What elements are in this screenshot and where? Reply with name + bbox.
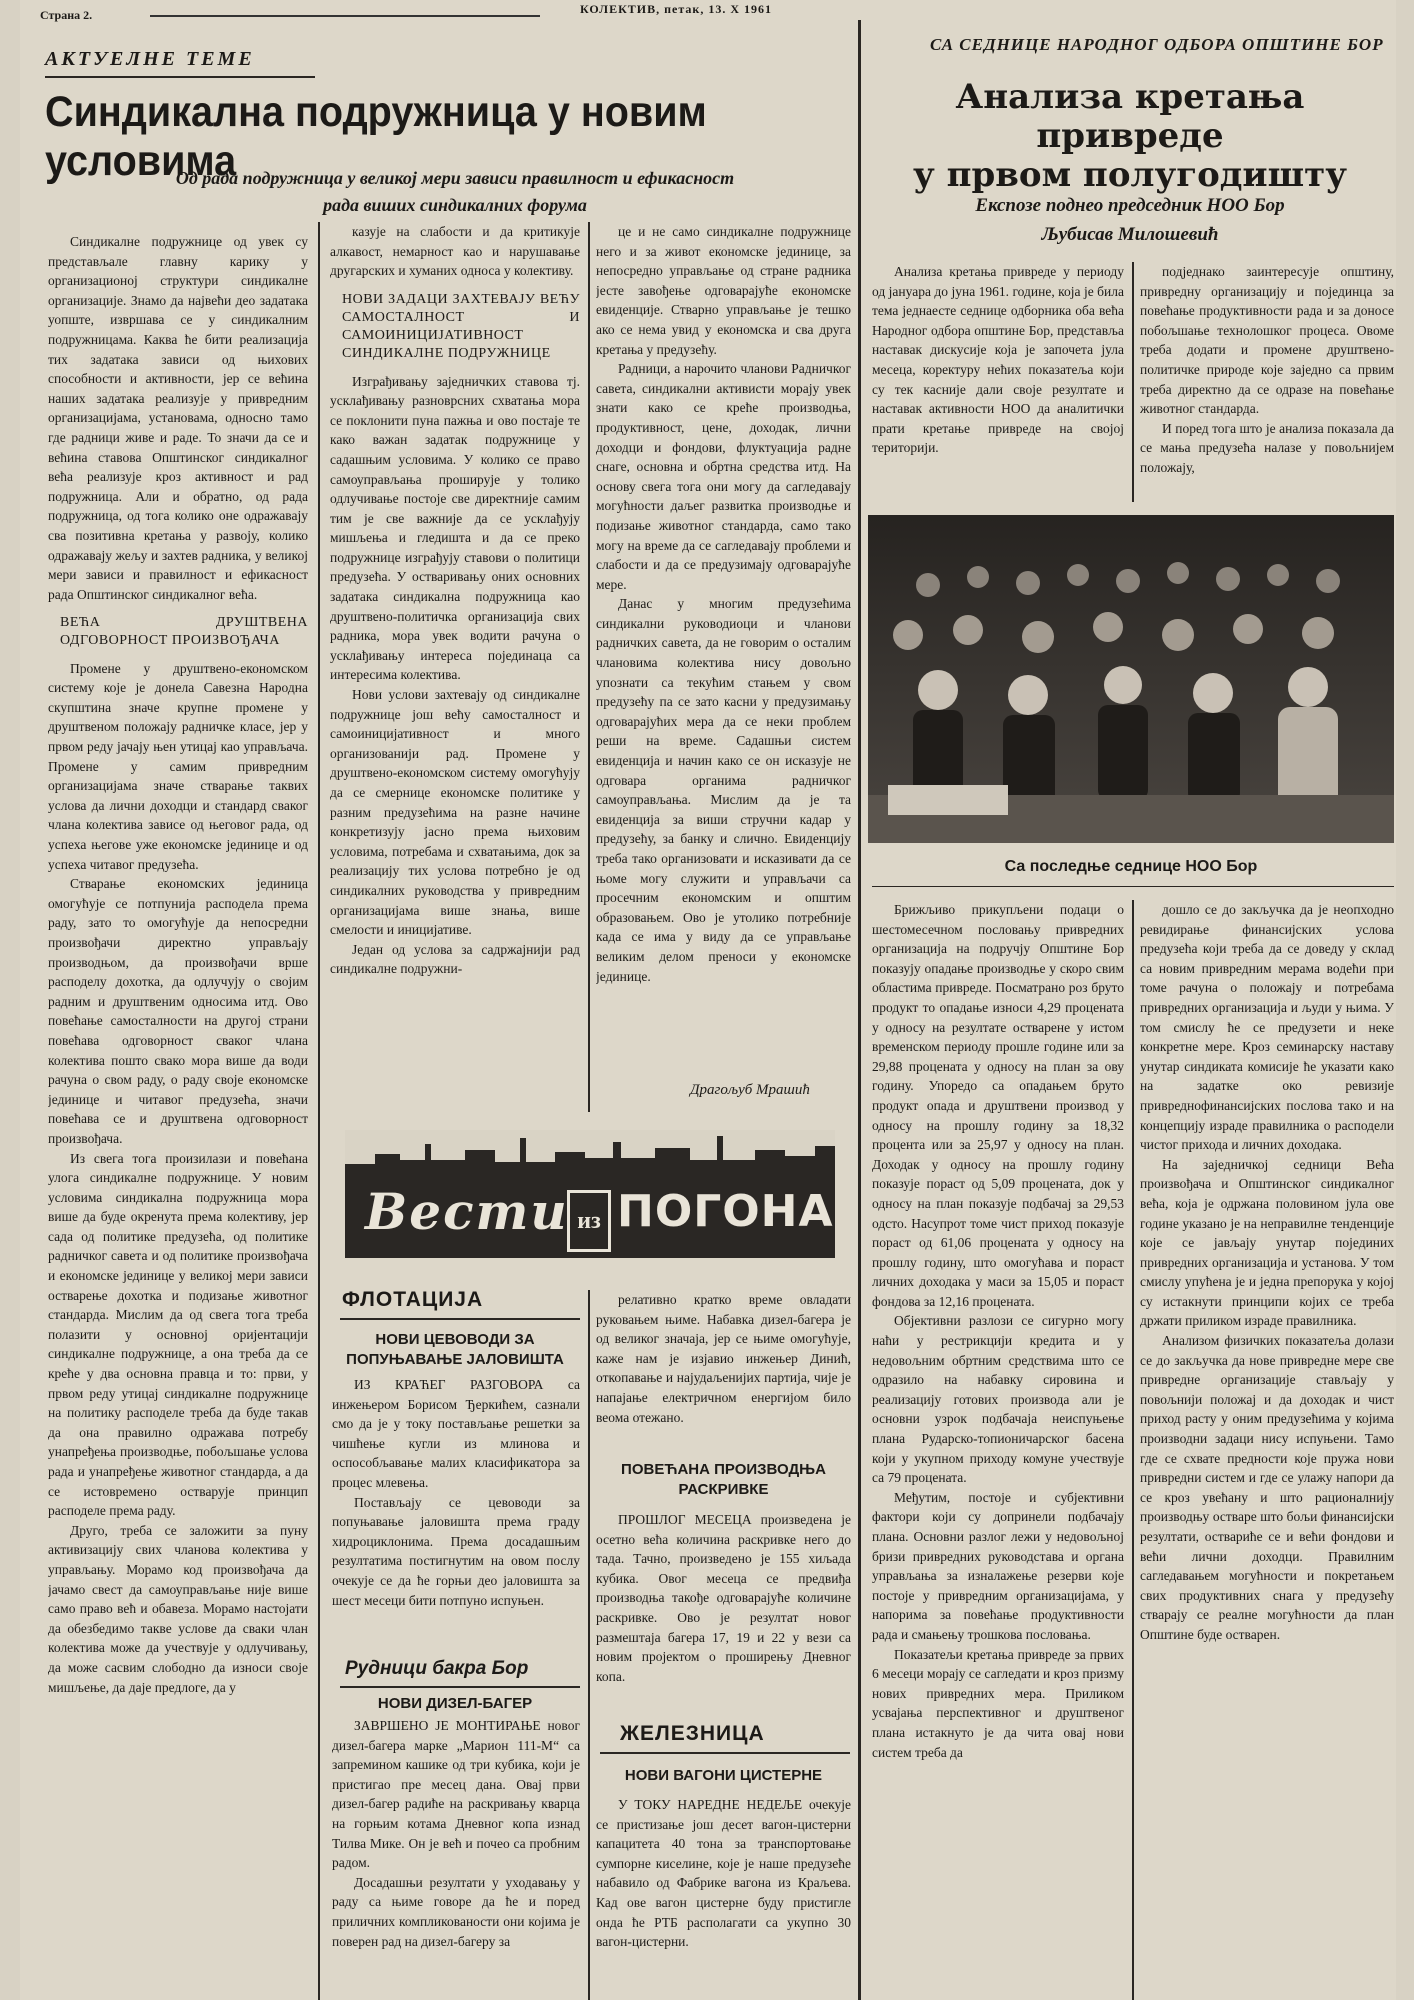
news-headline: НОВИ ДИЗЕЛ-БАГЕР [377,1695,533,1712]
paragraph: Један од услова за садржајнији рад синдикалне подружни- [330,941,580,977]
section-zeleznica: ЖЕЛЕЗНИЦА [620,1722,765,1745]
banner-word-iz: из [567,1190,611,1252]
paragraph: Објективни разлози се сигурно могу наћи у рестрикцији кредита и у недовољним обртним средствима што се одразило на набавку сировина и реализацију готових производа али је основни узрок подбачаја неиспуњење плана Рударско-топионичарског басена који у укупном приходу комуне учествује са 79 процената. [872,1313,1124,1486]
paragraph: Нови услови захтевају од синдикалне подружнице још већу самосталност и самоиницијативност и много организованији рад. Промене у друштвено-економском систему омогућују да се смернице економске политике у разним предузећима на разне начине конкретизују јасно према њиховим условима, потребама и схватањима, док за реализацију тих услова потребно је од синдикалних руководства у привредним организацијама више знања, више смелости и иницијативе. [330,687,580,938]
left-subtitle [70,165,840,219]
audience-photo-icon [868,515,1394,843]
paragraph: Брижљиво прикупљени подаци о шестомесечном пословању привредних организација на подручју Општине Бор показују опадање производње у скоро свим областима привреде. Посматрано роз бруто продукт то опадање износи 4,29 процената у односу на резултате остварене у истом временском периоду прошле године или за 29,88 процената у односу на план за ову годину. Упоредо са опадањем бруто продукт опада и друштвени производ у односу на прошлу годину за 18,32 процента или за 25,97 у односу на план. Доходак у односу на прошлу годину показује пораст од 5,09 процената, док у односу на план показује подбачај за 29,53 одсто. Насупрот томе чист приход показује пораст од 61,06 процената у односу на прошлу годину, што омогућава и пораст личних доходака у маси за 15,05 и пораст фондова за 12,16 процената. [872,902,1124,1309]
right-article-column-2 [1140,900,1394,2000]
paragraph: Изграђивању заједничких ставова тј. усклађивању разноврсних схватања мора се поклонити пуна пажња и ово постаје те како важан задатак подружнице у садашњим условима. У колико се право самоуправљања проширује у толико одлучивање постоје све директније самим тим је све важније да се усклађују мишљења и гледишта и да се преко подружнице изграђују ставови о политици предузећа. У остваривању оних основних задатака синдикална подружница као друштвено-политичка организација свих радника, мора увек водити рачуна о усклађивању интереса појединаца са интересима колектива. [330,373,580,683]
section-rule [340,1686,580,1688]
right-article-column-1 [872,900,1124,2000]
paragraph: ИЗ КРАЋЕГ РАЗГОВОРА са инжењером Борисом Ђеркићем, сазнали смо да је у току постављање решетки за чишћење кугли из млинова и оспособљавање малих класификатора за процес млевења. [332,1377,580,1490]
news-column-zeleznica [596,1795,851,2000]
top-rule [150,15,540,17]
paragraph: Промене у друштвено-економском систему које је донела Савезна Народна скупштина значе крупне промене у друштвеном положају радничке класе, јер у првом реду јачају њен утицај као управљача. Промене у самим привредним организацијама значе стварање таквих услова да лични доходци и стандард сваког члана колектива зависе од његовог рада, од успеха његове уже економске јединице и од успеха читавог предузећа. [48,660,308,872]
news-headline: ПОВЕЋАНА ПРОИЗВОДЊА РАСКРИВКЕ [621,1461,826,1498]
paragraph: У ТОКУ НАРЕДНЕ НЕДЕЉЕ очекује се пристизање још десет вагон-цистерни капацитета 40 тона за транспортовање сумпорне киселине, које је наше предузеће набавило од Фабрике вагона из Краљева. Кад ове вагон цистерне буду пристигле онда ће РТБ располагати са укупно 30 вагон-цистерни. [596,1797,851,1950]
author-signature: Драгољуб Мрашић [690,1082,810,1098]
photo-caption: Са последње седнице НОО Бор [1004,858,1258,875]
news-headline: НОВИ ЦЕВОВОДИ ЗА ПОПУЊАВАЊЕ ЈАЛОВИШТА [346,1331,564,1368]
right-headline [870,78,1390,195]
subheading: ВЕЋА ДРУШТВЕНА ОДГОВОРНОСТ ПРОИЗВОЂАЧА [60,615,308,649]
left-subtitle-line-2: рада виших синдикалних форума [323,195,587,215]
paragraph: На заједничкој седници Већа произвођача и Општинског синдикалног већа, која је одржана половином јула ове године указано је на неправилне тенденције које се јављају унутар појединих привредних организација и установа. У том смислу упућена је и једна препорука у којој су истакнути принципи којих се треба држати приликом израде правилника. [1140,1156,1394,1329]
paragraph: Синдикалне подружнице од увек су представљале главну карику у организационој структури синдикалне организације. Знамо да највећи део задатака уопште, извршава се у синдикалним подружницама. Каква ће бити реализација тих задатака зависи од њихових способности и активности, јер се већина наших задатака реализује у привредним организацијама, установама, односно тамо где радници живе и раде. То значи да се и већина ставова Општинског синдикалног већа реализује кроз активност и рад подружница. Али и обратно, од рада подружница, од тога колико оне одражавају сва позитивна кретања у развоју, колико одражавају жељу и захтев радника, у великој мери зависи и правилност и ефикасност рада Општинског синдикалног већа. [48,234,308,602]
kicker-underline [45,76,315,78]
column-rule [588,1290,590,2000]
subheading: НОВИ ЗАДАЦИ ЗАХТЕВАЈУ ВЕЋУ САМОСТАЛНОСТ И САМОИНИЦИЈАТИВНОСТ СИНДИКАЛНЕ ПОДРУЖНИЦЕ [342,291,580,362]
paragraph: дошло се до закључка да је неопходно ревидирање финансијских услова предузећа који треба да се доведу у склад са новим привредним мерама водећи при томе рачуна о положају и потребама привредних организација и људи у њима. У том смислу ће се предузети и неке конкретне мере. Кроз семинарску наставу унутар синдиката комисије ће указати како на задатке око ревизије привреднофинансијских послова тако и на концепцију израде правилника о расподели чистог прихода и личних доходака. [1140,902,1394,1153]
right-subtitle-line-2: Љубисав Милошевић [1041,223,1219,245]
paragraph: Показатељи кретања привреде за првих 6 месеци морају се сагледати и кроз призму нових привредних мера. Приликом усвајања перспективног и друштвеног плана истакнуто је да чита овај нови систем треба да [872,1646,1124,1760]
banner-word-pogona: ПОГОНА [617,1186,834,1237]
right-headline-line-2: у првом полугодишту [913,155,1347,196]
right-article-column-2-top [1140,262,1394,502]
right-subtitle [870,192,1390,249]
caption-rule [872,886,1394,887]
section-rule [600,1752,850,1754]
banner-word-vesti: Вести [365,1182,569,1241]
news-column-rudnici [332,1716,580,2000]
left-kicker: АКТУЕЛНЕ ТЕМЕ [45,48,255,70]
paragraph: Друго, треба се заложити за пуну активизацију свих чланова колектива у управљању. Морамо код произвођача да јачамо свест да самоуправљање није више само право већ и обавеза. Морамо настојати да обезбедимо такве услове да сваки члан колектива може да учествује у одлучивању, да може сасвим слободно да износи своје мишљење, да даје предлоге, да у [48,1522,308,1695]
left-headline: Синдикална подружница у новим условима [45,88,707,186]
left-subtitle-line-1: Од рада подружница у великој мери зависи правилност и ефикасност [175,168,735,188]
column-rule [1132,262,1134,502]
column-rule [318,222,320,2000]
meeting-photo [868,515,1394,843]
industrial-skyline-icon [345,1130,835,1180]
news-banner [345,1130,835,1258]
paragraph: це и не само синдикалне подружнице него и за живот економске јединице, за непосредно управљање од стране радника јесте завођење одговарајуће економске евиденције. Стварно управљање је тешко ако се нема увид у економска и сва друга кретања у предузећу. [596,224,851,357]
right-headline-line-1: Анализа кретања привреде [955,77,1305,157]
column-rule [1132,900,1134,2000]
paragraph: релативно кратко време овладати руковањем њиме. Набавка дизел-багера је од великог значаја, јер се њиме омогућује, каже нам је изјавио инжењер Динић, откопавање и најудаљенијих партија, чије је напајање електричном енергијом било веома отежано. [596,1292,851,1425]
news-column-continued [596,1290,851,1460]
paragraph: Међутим, постоје и субјективни фактори који су допринели подбачају плана. Основни разлог лежи у недовољној бризи привредних руководстава и органа управљања за изналажење резерви које постоје у привредним организацијама, у напорима за повећање продуктивности рада и смањењу трошкова пословања. [872,1489,1124,1642]
news-column-raskrivka [596,1510,851,1710]
paragraph: казује на слабости и да критикује алкавост, немарност као и нарушавање другарских и хуманих односа у колективу. [330,224,580,279]
page-divider [858,20,861,2000]
paragraph: ЗАВРШЕНО ЈЕ МОНТИРАЊЕ новог дизел-багера марке „Марион 111-М“ са запремином кашике од три кубика, који је пристигао пре месец дана. Овај први дизел-багер радиће на раскривању кварца на горњим котама Дневног копа изнад Тилва Мике. Он је већ и почео са пробним радом. [332,1718,580,1871]
news-column-flotacija [332,1375,580,1620]
section-flotacija: ФЛОТАЦИЈА [342,1288,484,1311]
paragraph: Радници, а нарочито чланови Радничког савета, синдикални активисти морају увек знати како се креће производња, продуктивност, цене, доходак, лични доходци и фондови, флуктуација радне снаге, основна и обртна средства итд. На основу свега тога они могу да сагледавају могућности даљег развитка производње и подизање животног стандарда, само тако могу на време да се сагледавају проблеми и слабости и да се предузимају одговарајуће мере. [596,361,851,592]
paragraph: Стварање економских јединица омогућује се потпунија расподела према раду, зато то омогућује да непосредни произвођачи директно управљају производњом, да произвођачи врше расподелу дохотка, да одлучују о својим радним и друштвеним односима итд. Ово повећање самосталности на другој страни повећава одговорност сваког члана колектива пошто свако мора више да води рачуна о свом раду, о раду своје економске јединице и читавог предузећа, значи повећава се и друштвена одговорност произвођача. [48,876,308,1146]
paragraph: Анализа кретања привреде у периоду од јануара до јуна 1961. године, која је била тема једнаесте седнице одборника оба већа Народног одбора општине Бор, представља наставак дискусије која је започета јула месеца, коректуру нећих показатеља који су тек касније дали своје резултате и наставак активности НОО да аналитички прати кретање привреде на својој територији. [872,264,1124,456]
page-number: Страна 2. [40,8,93,22]
paragraph: Постављају се цевоводи за попуњавање јаловишта према граду хидроциклонима. Према досадашњим резултатима постигнутим на овом послу очекује се да ће горњи део јаловишта за шест месеци бити потпуно испуњен. [332,1494,580,1608]
paragraph: И поред тога што је анализа показала да се мања предузећа налазе у повољнијем положају, [1140,420,1394,475]
news-headline: НОВИ ВАГОНИ ЦИСТЕРНЕ [624,1767,823,1784]
column-rule [588,222,590,1112]
right-kicker: СА СЕДНИЦЕ НАРОДНОГ ОДБОРА ОПШТИНЕ БОР [930,35,1384,54]
section-rudnici: Рудници бакра Бор [345,1658,529,1679]
paragraph: подједнако заинтересује општину, привредну организацију и појединца за повећање продуктивности рада и за доносе побољшање технолошког процеса. Овоме треба додати и промене друштвено-политичке природе које заједно са првим треба директно да се одразе на повећање животног стандарда. [1140,264,1394,417]
right-article-column-1-top [872,262,1124,502]
paragraph: Анализом физичких показатеља долази се до закључка да нове привредне мере све привредне организације стављају у повољнији положај и да доходак и чист приход расту у оним предузећима у којима производни задаци нису испуњени. Тамо где се схвате предности које пружа нови привредни систем и где се улажу напори да се кроз увећану и што рационалнију производњу остваре што бољи финансијски резултати, оствариће се и већи фондови и већи лични доходци. Правилним сагледавањем могућности и покретањем свих продуктивних снага у предузећу стварају се реалне могућности да план Општине буде остварен. [1140,1333,1394,1642]
paragraph: Из свега тога произилази и повећана улога синдикалне подружнице. У новим условима синдикална подружница мора више да буде окренута према колективу, јер сада од политике предузећа, од политике радничког савета и од политике произвођача и економске јединице у великој мери зависи остварење дохотка и подизање животног стандарда. Мислим да од свега тога треба полазити у основној оријентацији синдикалне подружнице, а она треба да се креће у два основна правца и то: први, у првом реду утицај синдикалне подружнице на политику расподеле треба да буде такав да она правилно одражава потребу унапређења производње, побољшање услова рада и унапређење животног стандарда, а да се истовремено остварује принцип расподеле према раду. [48,1150,308,1519]
left-article-column-3 [596,222,851,1072]
right-subtitle-line-1: Експозе поднео председник НОО Бор [975,195,1285,216]
paragraph: Данас у многим предузећима синдикални руководиоци и чланови радничких савета, да не говорим о осталим члановима колектива нису довољно упознати са текућим стањем у свом предузећу па се зато касни у предузимању одговарајућих мера да се неки проблем реши на време. Садашњи систем евиденција и начин како се он исказује не одговара органима радничког самоуправљања. Мислим да је та евиденција за виши стручни кадар у предузећу, за банку и слично. Евиденцију треба тако организовати и исказивати да се њоме могу служити и управљачи са просечним економским и општим образовањем. Ово је утолико потребније када се има у виду да се управљање великим делом преноси у економске јединице. [596,596,851,984]
left-article-column-2 [330,222,580,1102]
paragraph: ПРОШЛОГ МЕСЕЦА произведена је осетно већа количина раскривке него до тада. Тачно, произведено је 155 хиљада кубика. Овог месеца се предвиђа производња такође одговарајуће количине раскривке. Ово је резултат новог размештаја багера 17, 19 и 22 у вези са новим пројектом о проширењу Дневног копа. [596,1512,851,1684]
issue-header: КОЛЕКТИВ, петак, 13. X 1961 [580,2,772,16]
paragraph: Досадашњи резултати у уходавању у раду са њиме говоре да ће и поред приличних компликованости они којима је поверен рад на дизел-багеру за [332,1874,580,1949]
section-rule [340,1318,580,1320]
left-article-column-1 [48,232,308,2000]
